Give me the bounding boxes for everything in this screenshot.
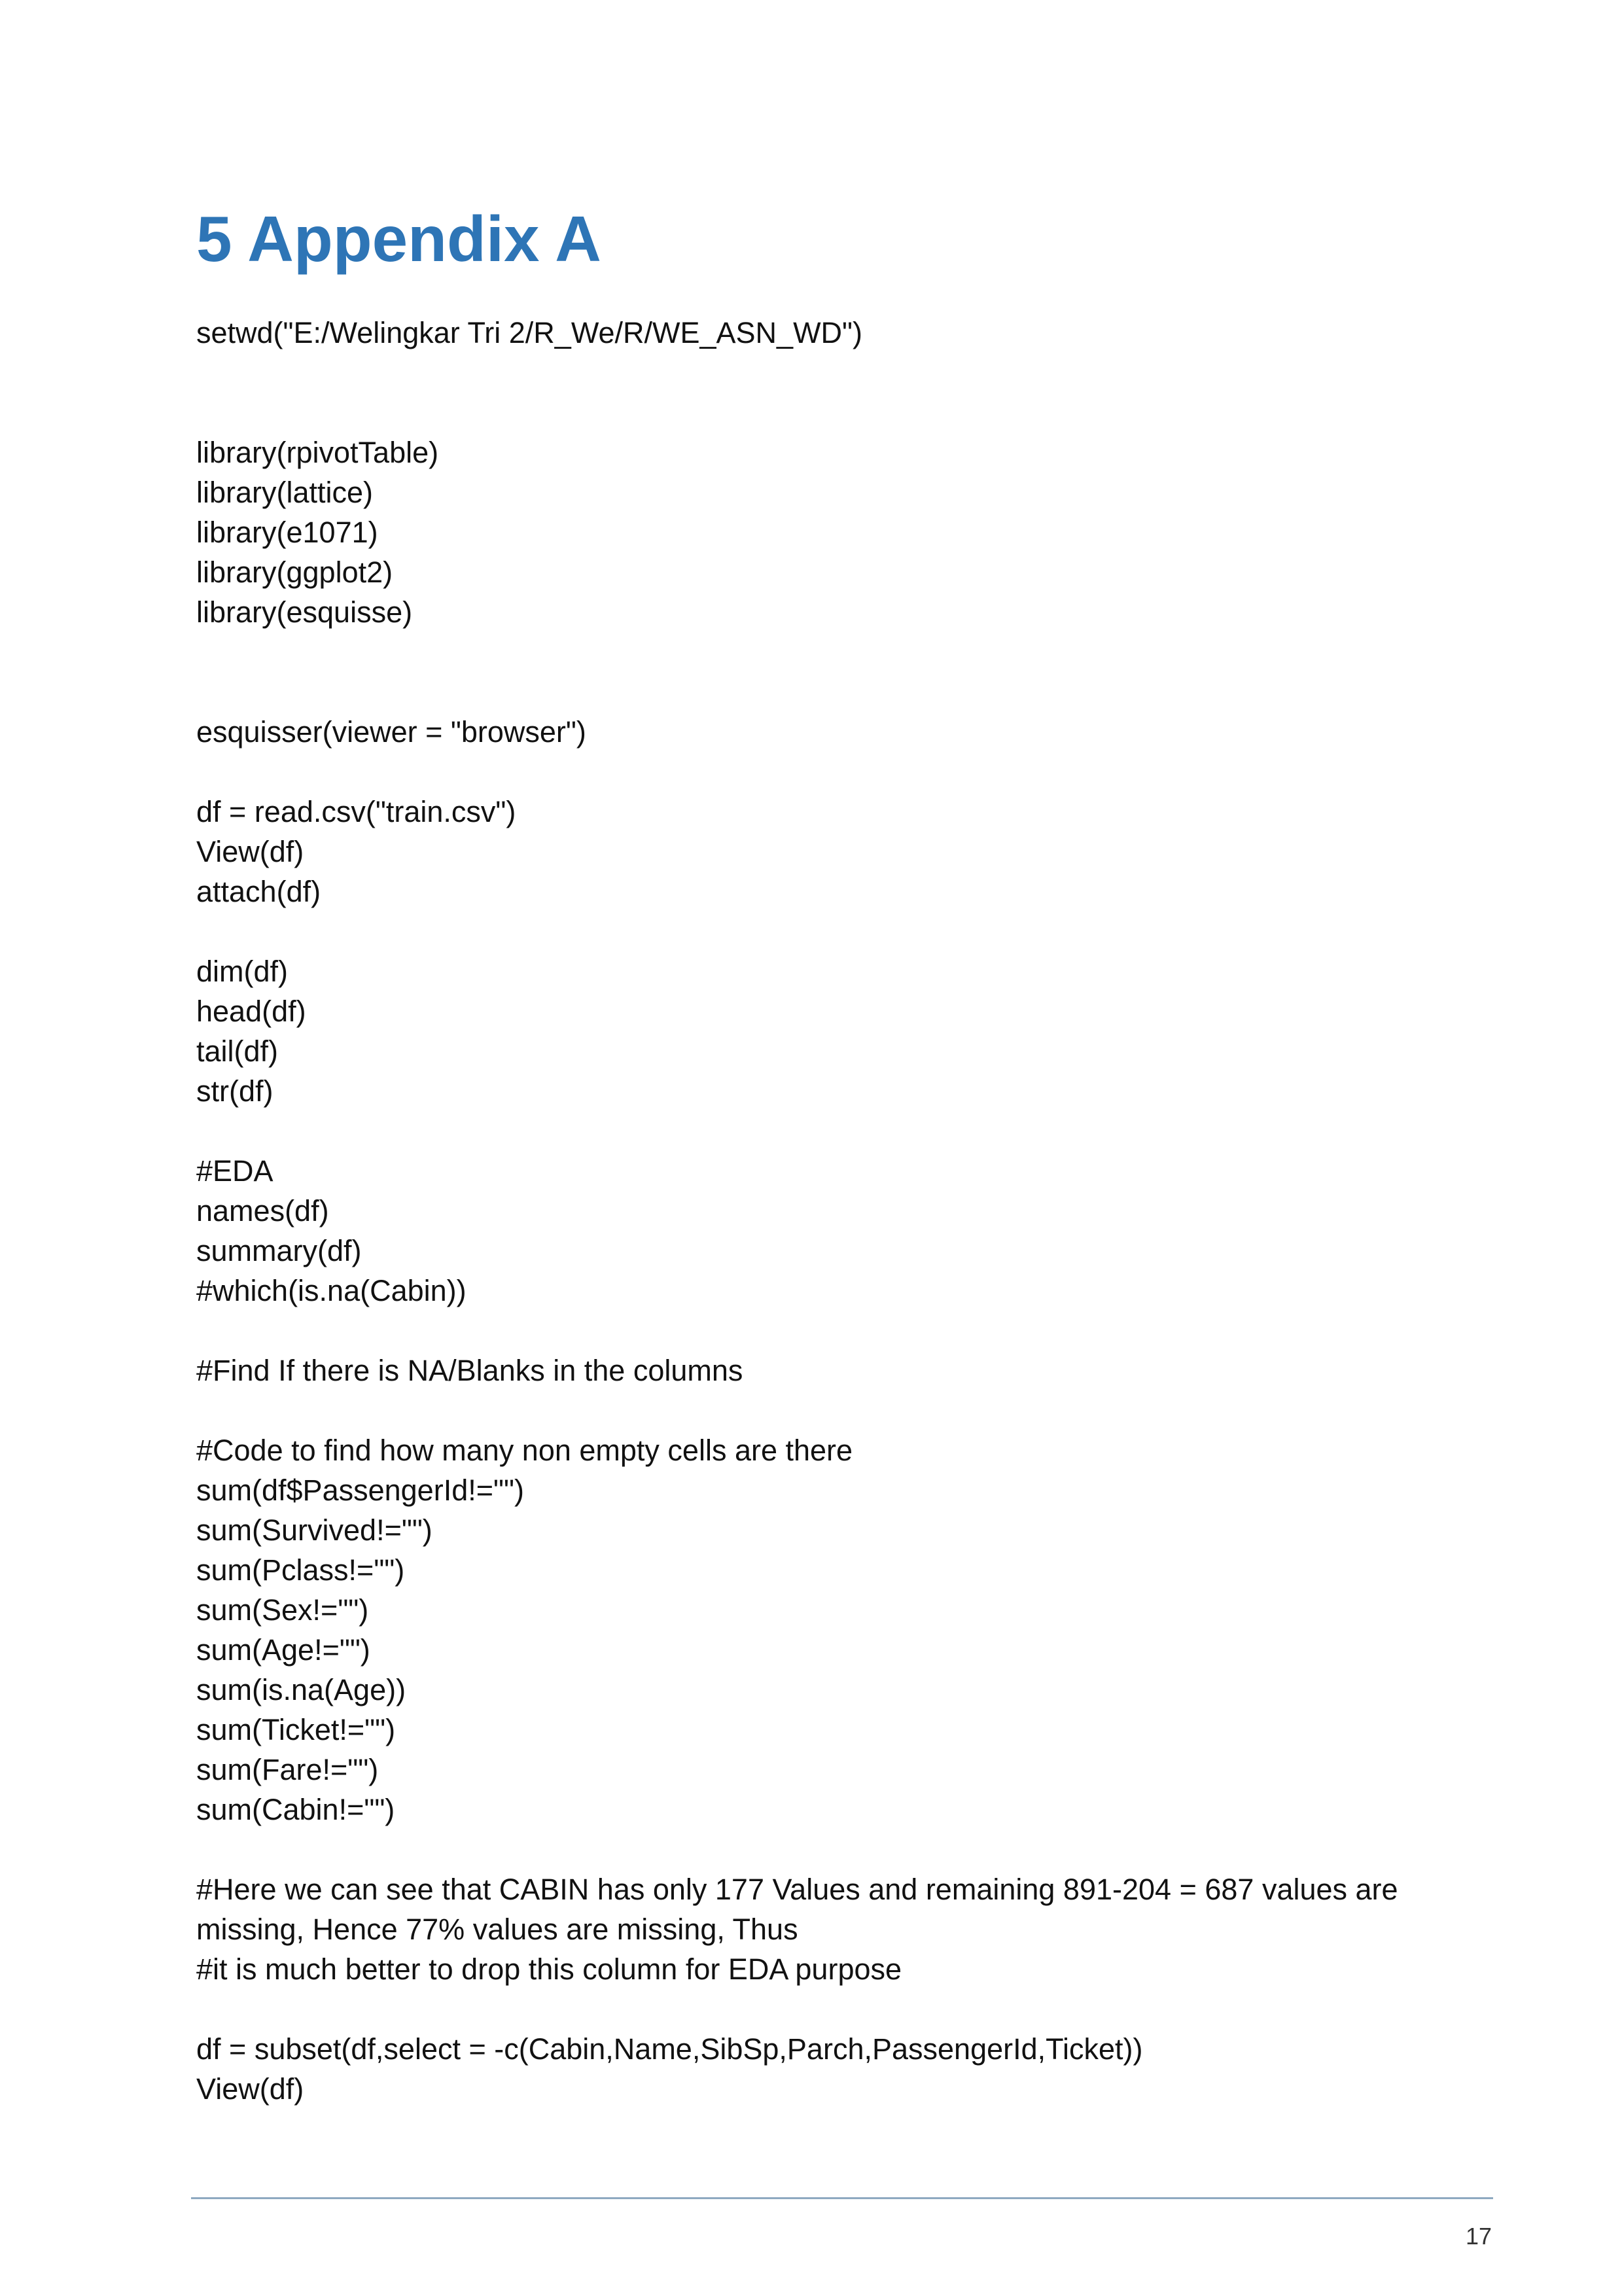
blank-line: [196, 672, 1439, 712]
code-line-sum: sum(Survived!=""): [196, 1513, 432, 1547]
section-heading: 5 Appendix A: [196, 203, 601, 275]
code-line-subset: df = subset(df,select = -c(Cabin,Name,SibSp,Parch,PassengerId,Ticket)): [196, 2032, 1143, 2066]
code-line-sum: sum(is.na(Age)): [196, 1673, 406, 1706]
code-line-library: library(rpivotTable): [196, 436, 439, 469]
code-line-inspect: head(df): [196, 995, 306, 1028]
code-line-load: attach(df): [196, 875, 321, 908]
code-line-library: library(lattice): [196, 476, 374, 509]
code-line-comment: missing, Hence 77% values are missing, Thus: [196, 1913, 798, 1946]
code-listing: [196, 313, 1439, 2109]
blank-line: [196, 632, 1439, 672]
code-line-inspect: tail(df): [196, 1034, 279, 1068]
code-line-esquisser: esquisser(viewer = "browser"): [196, 715, 586, 749]
code-line-sum: sum(Age!=""): [196, 1633, 370, 1667]
code-line-sum: sum(Fare!=""): [196, 1753, 379, 1786]
code-line-library: library(ggplot2): [196, 556, 393, 589]
code-line-comment: #Find If there is NA/Blanks in the columns: [196, 1354, 743, 1387]
code-line-sum: sum(df$PassengerId!=""): [196, 1474, 524, 1507]
code-line-library: library(e1071): [196, 516, 378, 549]
blank-line: [196, 393, 1439, 433]
blank-line: [196, 1311, 1439, 1351]
code-line-comment: #it is much better to drop this column for EDA purpose: [196, 1952, 902, 1986]
code-line-sum: sum(Pclass!=""): [196, 1553, 405, 1587]
code-line-eda: #EDA: [196, 1154, 273, 1188]
code-line-eda: names(df): [196, 1194, 329, 1227]
blank-line: [196, 1989, 1439, 2029]
blank-line: [196, 911, 1439, 951]
code-line-eda: #which(is.na(Cabin)): [196, 1274, 467, 1307]
code-line-library: library(esquisse): [196, 595, 413, 629]
code-line-inspect: str(df): [196, 1074, 273, 1108]
blank-line: [196, 353, 1439, 393]
code-line-sum: sum(Sex!=""): [196, 1593, 369, 1627]
blank-line: [196, 752, 1439, 792]
code-line-sum: sum(Ticket!=""): [196, 1713, 396, 1746]
blank-line: [196, 1829, 1439, 1869]
code-line-sum: sum(Cabin!=""): [196, 1793, 395, 1826]
code-line-comment: #Code to find how many non empty cells are there: [196, 1434, 853, 1467]
code-line-setwd: setwd("E:/Welingkar Tri 2/R_We/R/WE_ASN_WD"): [196, 316, 863, 349]
code-line-view: View(df): [196, 2072, 304, 2106]
code-line-eda: summary(df): [196, 1234, 362, 1267]
code-line-comment: #Here we can see that CABIN has only 177 Values and remaining 891-204 = 687 values are: [196, 1873, 1398, 1906]
code-line-inspect: dim(df): [196, 955, 289, 988]
page-number: 17: [1465, 2223, 1492, 2250]
code-line-load: df = read.csv("train.csv"): [196, 795, 516, 828]
blank-line: [196, 1111, 1439, 1151]
footer-divider: [191, 2197, 1493, 2199]
blank-line: [196, 1390, 1439, 1430]
code-line-load: View(df): [196, 835, 304, 868]
